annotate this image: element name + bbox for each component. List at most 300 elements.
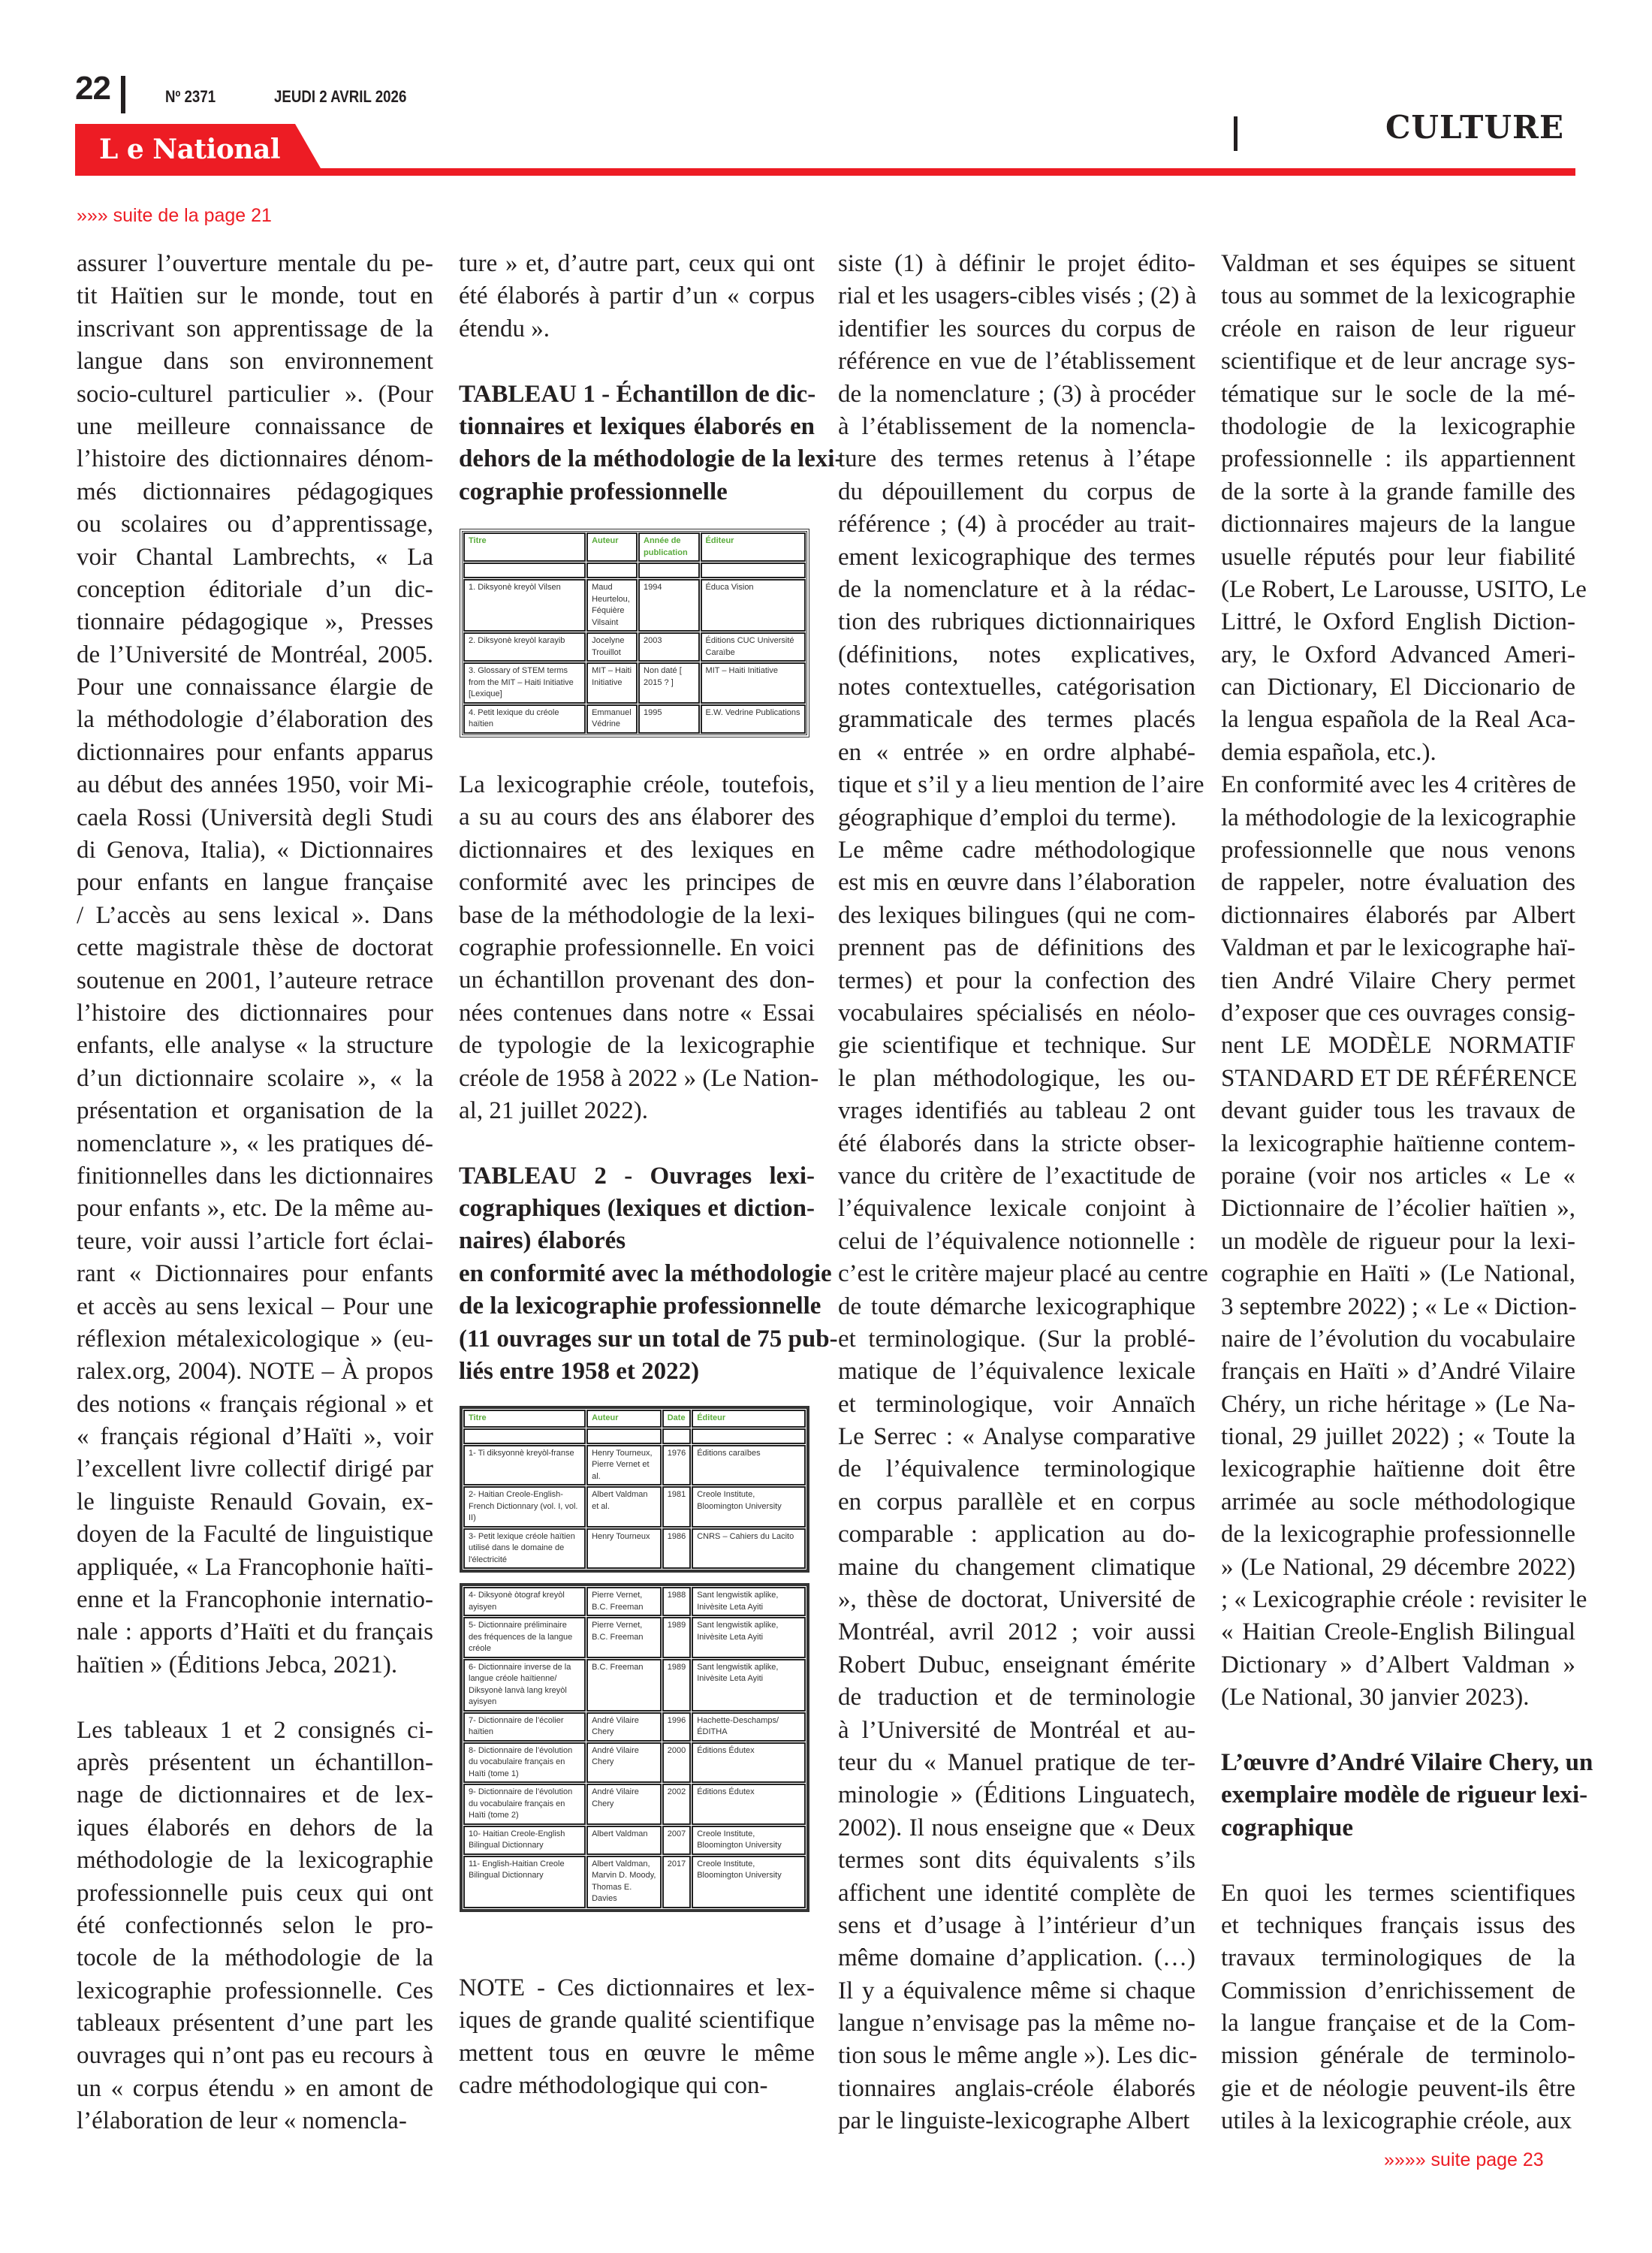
text-line: tableaux présentent d’une part les <box>77 2010 433 2037</box>
text-line: En conformité avec les 4 critères de <box>1221 771 1576 799</box>
text-line: réflexion métalexicologique » (eu- <box>77 1325 433 1353</box>
text-line: minologie » (Éditions Linguatech, <box>838 1781 1195 1809</box>
text-line: de la lexicographie professionnelle <box>459 1292 821 1320</box>
table-cell: 1988 <box>662 1587 691 1616</box>
text-line: matique de l’équivalence lexicale <box>838 1358 1195 1386</box>
column-4-closing <box>1221 1878 1575 2138</box>
table-row <box>463 579 806 632</box>
table-cell: 3. Glossary of STEM terms from the MIT – Haiti Initiative [Lexique] <box>463 662 586 704</box>
table-cell: MIT – Haiti Initiative <box>701 662 806 704</box>
text-line: tit Haïtien sur le monde, tout en <box>77 282 433 310</box>
text-line: / L’accès au sens lexical ». Dans <box>77 901 433 929</box>
brand-logo: L e National <box>99 134 281 165</box>
table2-header-titre: Titre <box>463 1410 586 1428</box>
text-line: Littré, le Oxford English Diction- <box>1221 608 1575 636</box>
continued-to-link[interactable]: »»»» suite page 23 <box>1384 2149 1544 2170</box>
text-line: ; « Lexicographie créole : revisiter le <box>1221 1586 1587 1614</box>
table-row <box>463 1528 806 1570</box>
text-line: appliquée, « La Francophonie haïti- <box>77 1553 433 1581</box>
text-line: Chéry, un riche héritage » (Le Na- <box>1221 1390 1575 1418</box>
text-line: le linguiste Renauld Govain, ex- <box>77 1488 433 1516</box>
table-cell: 1986 <box>662 1528 691 1570</box>
text-line: étendu ». <box>459 315 550 342</box>
text-line: nent LE MODÈLE NORMATIF <box>1221 1032 1575 1060</box>
text-line: dictionnaires et des lexiques en <box>459 836 815 864</box>
text-line: mettent tous en œuvre le même <box>459 2039 815 2067</box>
article-column-3 <box>838 248 1208 2138</box>
text-line: le plan méthodologique, les ou- <box>838 1064 1195 1092</box>
text-line: ralex.org, 2004). NOTE – À propos <box>77 1358 433 1386</box>
text-line: » (Le National, 29 décembre 2022) <box>1221 1553 1575 1581</box>
text-line: de la nomenclature ; (3) à procéder <box>838 380 1195 408</box>
text-line: maine du changement climatique <box>838 1553 1195 1581</box>
text-line: professionnelle que nous venons <box>1221 837 1575 864</box>
text-line: conformité avec les principes de <box>459 869 815 897</box>
table1-header-annee: Année de publication <box>638 532 700 562</box>
issue-date: JEUDI 2 AVRIL 2026 <box>274 87 407 106</box>
text-line: Le même cadre méthodologique <box>838 837 1195 864</box>
text-line: iques de grande qualité scientifique <box>459 2007 815 2034</box>
table-row <box>463 1617 806 1658</box>
text-line: nomenclature », « les pratiques dé- <box>77 1130 433 1157</box>
page-number-divider <box>121 76 125 113</box>
text-line: cographie professionnelle <box>459 478 728 505</box>
text-line: inscrivant son apprentissage de la <box>77 315 433 342</box>
text-line: tion sous le même angle »). Les dic- <box>838 2042 1198 2070</box>
tableau-2-heading <box>459 1160 838 1389</box>
text-line: Pour une connaissance élargie de <box>77 674 433 701</box>
text-line: di Genova, Italia), « Dictionnaires <box>77 837 433 864</box>
text-line: cographie professionnelle. En voici <box>459 933 815 961</box>
table-row <box>463 1784 806 1825</box>
text-line: de typologie de la lexicographie <box>459 1032 815 1060</box>
text-line: Dictionnaire de l’écolier haïtien », <box>1221 1195 1575 1223</box>
text-line: voir Chantal Lambrechts, « La <box>77 543 433 571</box>
table-row <box>463 632 806 662</box>
text-line: la lengua española de la Real Aca- <box>1221 706 1575 734</box>
subheading <box>1221 1747 1593 1844</box>
text-line: des lexiques bilingues (qui ne com- <box>838 901 1195 929</box>
text-line: de la sorte à la grande famille des <box>1221 478 1575 505</box>
table-cell: 2003 <box>638 632 700 662</box>
text-line: notes contextuelles, catégorisation <box>838 674 1195 701</box>
text-line: iques élaborés en dehors de la <box>77 1814 433 1841</box>
column-2-body <box>459 769 819 1127</box>
table-cell: 6- Dictionnaire inverse de la langue créole haïtienne/ Diksyonè lanvà lang kreyòl ayisyen <box>463 1659 586 1712</box>
text-line: enne et la Francophonie internatio- <box>77 1586 433 1614</box>
table-cell: Sant lengwistik aplike, Inivèsite Leta Ayiti <box>692 1659 806 1712</box>
text-line: teure, voir aussi l’article fort éclai- <box>77 1227 433 1255</box>
text-line: « français régional d’Haïti », voir <box>77 1423 433 1451</box>
text-line: de l’Université de Montréal, 2005. <box>77 641 433 668</box>
text-line: socio-culturel particulier ». (Pour <box>77 380 433 408</box>
tableau-2-part-1 <box>460 1406 809 1573</box>
text-line: la lexicographie haïtienne contem- <box>1221 1130 1575 1157</box>
text-line: c’est le critère majeur placé au centre <box>838 1260 1208 1288</box>
text-line: créole de 1958 à 2022 » (Le Nation- <box>459 1064 819 1092</box>
text-line: doyen de la Faculté de linguistique <box>77 1521 433 1549</box>
table-cell: Pierre Vernet, B.C. Freeman <box>586 1587 662 1616</box>
text-line: rial et les usagers-cibles visés ; (2) à <box>838 282 1197 310</box>
table-cell: 8- Dictionnaire de l’évolution du vocabulaire français en Haïti (tome 1) <box>463 1742 586 1784</box>
text-line: assurer l’ouverture mentale du pe- <box>77 250 433 277</box>
text-line: Le Serrec : « Analyse comparative <box>838 1423 1195 1451</box>
text-line: « Haitian Creole-English Bilingual <box>1221 1618 1575 1646</box>
text-line: (Le National, 30 janvier 2023). <box>1221 1684 1530 1712</box>
text-line: en corpus parallèle et en corpus <box>838 1488 1195 1516</box>
table-row <box>463 662 806 704</box>
text-line: et terminologique, voir Annaïch <box>838 1390 1195 1418</box>
text-line: (Le Robert, Le Larousse, USITO, Le <box>1221 575 1587 603</box>
table1-header-auteur: Auteur <box>586 532 638 562</box>
text-line: la méthodologie d’élaboration des <box>77 706 433 734</box>
table-cell: 2000 <box>662 1742 691 1784</box>
text-line: teur du « Manuel pratique de ter- <box>838 1748 1195 1776</box>
text-line: can Dictionary, El Diccionario de <box>1221 674 1575 701</box>
text-line: conception éditoriale d’un dic- <box>77 575 433 603</box>
text-line: et accès au sens lexical – Pour une <box>77 1292 433 1320</box>
continued-from-link[interactable]: »»» suite de la page 21 <box>77 205 272 226</box>
table-cell: 1- Ti diksyonnè kreyòl-franse <box>463 1445 586 1486</box>
text-line: 3 septembre 2022) ; « Le « Diction- <box>1221 1292 1577 1320</box>
text-line: l’histoire des dictionnaires pour <box>77 999 433 1027</box>
text-line: lexicographie haïtienne doit être <box>1221 1455 1575 1483</box>
text-line: cographiques (lexiques et diction- <box>459 1195 815 1223</box>
text-line: créole en raison de leur rigueur <box>1221 315 1575 342</box>
text-line: caela Rossi (Università degli Studi <box>77 804 433 831</box>
text-line: gie et de néologie peuvent-ils être <box>1221 2074 1575 2102</box>
text-line: été élaborés dans la stricte obser- <box>838 1130 1195 1157</box>
text-line: NOTE - Ces dictionnaires et lex- <box>459 1974 815 2001</box>
table-row <box>463 1856 806 1908</box>
text-line: grammaticale des termes placés <box>838 706 1195 734</box>
table-row <box>463 704 806 734</box>
text-line: tocole de la méthodologie de la <box>77 1944 433 1972</box>
table-cell: Éduca Vision <box>701 579 806 632</box>
article-column-4 <box>1221 248 1593 2138</box>
table-cell: Henry Tourneux <box>586 1528 662 1570</box>
table-cell: Creole Institute, Bloomington University <box>692 1826 806 1855</box>
text-line: tous au sommet de la lexicographie <box>1221 282 1575 310</box>
table-cell: Éditions caraïbes <box>692 1445 806 1486</box>
text-line: à l’établissement de la nomencla- <box>838 412 1195 440</box>
text-line: méthodologie de la lexicographie <box>77 1847 433 1874</box>
text-line: professionnelle puis ceux qui ont <box>77 1879 433 1907</box>
table-cell: 1996 <box>662 1712 691 1742</box>
text-line: termes sont dits équivalents s’ils <box>838 1847 1195 1874</box>
text-line: la langue française et de la Com- <box>1221 2010 1575 2037</box>
text-line: naires) élaborés <box>459 1227 626 1255</box>
text-line: l’histoire des dictionnaires dénom- <box>77 445 433 473</box>
table-cell: 4- Diksyonè òtograf kreyòl ayisyen <box>463 1587 586 1616</box>
table-cell: 1989 <box>662 1659 691 1712</box>
text-line: la méthodologie de la lexicographie <box>1221 804 1576 831</box>
text-line: une meilleure connaissance de <box>77 412 433 440</box>
table-cell: 10- Haitian Creole-English Bilingual Dictionnary <box>463 1826 586 1855</box>
table-cell: 1995 <box>638 704 700 734</box>
column-2-note-text <box>459 1972 815 2103</box>
text-line: après présentent un échantillon- <box>77 1748 433 1776</box>
text-line: finitionnelles dans les dictionnaires <box>77 1162 433 1190</box>
table-cell: 2002 <box>662 1784 691 1825</box>
text-line: usuelle réputés pour leur fiabilité <box>1221 543 1575 571</box>
text-line: poraine (voir nos articles « Le « <box>1221 1162 1575 1190</box>
text-line: tionnaires anglais-créole élaborés <box>838 2074 1195 2102</box>
table-row <box>463 1826 806 1855</box>
table-row <box>463 1445 806 1486</box>
table-cell: Maud Heurtelou, Féquière Vilsaint <box>586 579 638 632</box>
text-line: l’élaboration de leur « nomencla- <box>77 2107 407 2135</box>
text-line: même domaine d’application. (…) <box>838 1944 1195 1972</box>
text-line: ture des termes retenus à l’étape <box>838 445 1195 473</box>
text-line: Robert Dubuc, enseignant émérite <box>838 1651 1195 1678</box>
text-line: identifier les sources du corpus de <box>838 315 1195 342</box>
text-line: langue dans son environnement <box>77 348 433 376</box>
table-cell: 5- Dictionnaire préliminaire des fréquences de la langue créole <box>463 1617 586 1658</box>
table-cell: Henry Tourneux, Pierre Vernet et al. <box>586 1445 662 1486</box>
text-line: arrimée au socle méthodologique <box>1221 1488 1575 1516</box>
issue-number: Nº 2371 <box>165 87 216 106</box>
text-line: en conformité avec la méthodologie <box>459 1259 832 1287</box>
table1-header-titre: Titre <box>463 532 586 562</box>
tableau-1-heading <box>459 379 843 509</box>
text-line: sens et d’usage à l’intérieur d’un <box>838 1911 1195 1939</box>
text-line: tionnaires et lexiques élaborés en <box>459 412 815 440</box>
text-line: géographique d’emploi du terme). <box>838 804 1177 831</box>
text-line: présentation et organisation de la <box>77 1097 433 1125</box>
table-cell: 9- Dictionnaire de l’évolution du vocabulaire français en Haïti (tome 2) <box>463 1784 586 1825</box>
text-line: mission générale de terminolo- <box>1221 2042 1575 2070</box>
text-line: référence en vue de l’établissement <box>838 348 1195 376</box>
text-line: exemplaire modèle de rigueur lexi- <box>1221 1781 1588 1809</box>
table-cell: 7- Dictionnaire de l’écolier haïtien <box>463 1712 586 1742</box>
text-line: pour enfants », etc. De la même au- <box>77 1195 433 1223</box>
text-line: ement lexicographique des termes <box>838 543 1195 571</box>
text-line: », thèse de doctorat, Université de <box>838 1586 1195 1614</box>
text-line: d’exposer que ces ouvrages consig- <box>1221 999 1575 1027</box>
table-cell: Éditions Édutex <box>692 1784 806 1825</box>
table-row <box>463 1742 806 1784</box>
text-line: a su au cours des ans élaborer des <box>459 804 815 831</box>
text-line: (11 ouvrages sur un total de 75 pub- <box>459 1325 838 1353</box>
text-line: français en Haïti » d’André Vilaire <box>1221 1358 1575 1386</box>
text-line: tion des rubriques dictionnairiques <box>838 608 1195 636</box>
table-cell: Éditions Édutex <box>692 1742 806 1784</box>
text-line: scientifique et de leur ancrage sys- <box>1221 348 1575 376</box>
text-line: STANDARD ET DE RÉFÉRENCE <box>1221 1064 1578 1092</box>
table-cell: 1981 <box>662 1486 691 1528</box>
table-cell: Creole Institute, Bloomington University <box>692 1486 806 1528</box>
text-line: vocabulaires spécialisés en néolo- <box>838 999 1195 1027</box>
text-line: liés entre 1958 et 2022) <box>459 1358 700 1386</box>
table-cell: 11- English-Haitian Creole Bilingual Dictionnary <box>463 1856 586 1908</box>
table-cell: CNRS – Cahiers du Lacito <box>692 1528 806 1570</box>
text-line: langue n’envisage pas la même no- <box>838 2010 1195 2037</box>
text-line: tionnaire pédagogique », Presses <box>77 608 433 636</box>
table2-header-date: Date <box>662 1410 691 1428</box>
section-title: CULTURE <box>1385 109 1564 146</box>
table1-header-editeur: Éditeur <box>701 532 806 562</box>
table-cell: Non daté [ 2015 ? ] <box>638 662 700 704</box>
text-line: La lexicographie créole, toutefois, <box>459 771 815 798</box>
text-line: gie scientifique et technique. Sur <box>838 1032 1195 1060</box>
text-line: termes) et pour la confection des <box>838 967 1195 994</box>
text-line: demia española, etc.). <box>1221 738 1436 766</box>
table-cell: 2017 <box>662 1856 691 1908</box>
text-line: nées contenues dans notre « Essai <box>459 999 815 1027</box>
table-cell: 1994 <box>638 579 700 632</box>
column-4-body <box>1221 248 1587 1715</box>
table-cell: André Vilaire Chery <box>586 1742 662 1784</box>
text-line: de l’équivalence terminologique <box>838 1455 1195 1483</box>
table-cell: 1. Diksyonè kreyòl Vilsen <box>463 579 586 632</box>
text-line: més dictionnaires pédagogiques <box>77 478 433 505</box>
text-line: dictionnaires majeurs de la langue <box>1221 511 1575 538</box>
text-line: un échantillon provenant des don- <box>459 967 815 994</box>
table-cell: MIT – Haiti Initiative <box>586 662 638 704</box>
table-cell: Creole Institute, Bloomington University <box>692 1856 806 1908</box>
text-line: 2002). Il nous enseigne que « Deux <box>838 1814 1195 1841</box>
table-row <box>463 1659 806 1712</box>
table-row <box>463 1486 806 1528</box>
table-cell: Sant lengwistik aplike, Inivèsite Leta Ayiti <box>692 1617 806 1658</box>
text-line: cographie en Haïti » (Le National, <box>1221 1260 1575 1288</box>
text-line: Valdman et par le lexicographe haï- <box>1221 934 1575 962</box>
text-line: thodologie de la lexicographie <box>1221 412 1575 440</box>
text-line: al, 21 juillet 2022). <box>459 1096 649 1124</box>
text-line: celui de l’équivalence notionnelle : <box>838 1227 1195 1255</box>
table-cell: 1989 <box>662 1617 691 1658</box>
table-cell: 2- Haitian Creole-English-French Dictionnary (vol. I, vol. II) <box>463 1486 586 1528</box>
tableau-2-part-2 <box>460 1583 809 1912</box>
text-line: cadre méthodologique qui con- <box>459 2072 768 2100</box>
text-line: comparable : application au do- <box>838 1521 1195 1549</box>
text-line: Commission d’enrichissement de <box>1221 1977 1575 2004</box>
section-divider <box>1234 116 1237 151</box>
table-cell: André Vilaire Chery <box>586 1712 662 1742</box>
text-line: rant « Dictionnaires pour enfants <box>77 1260 433 1288</box>
text-line: affichent une identité complète de <box>838 1879 1195 1907</box>
text-line: l’excellent livre collectif dirigé par <box>77 1455 433 1483</box>
text-line: soutenue en 2001, l’auteure retrace <box>77 967 433 994</box>
text-line: de la nomenclature et à la rédac- <box>838 575 1195 603</box>
text-line: (définitions, notes explicatives, <box>838 641 1195 668</box>
text-line: de toute démarche lexicographique <box>838 1292 1195 1320</box>
table-cell: Jocelyne Trouillot <box>586 632 638 662</box>
text-line: haïtien » (Éditions Jebca, 2021). <box>77 1651 398 1678</box>
table2-header-auteur: Auteur <box>586 1410 662 1428</box>
text-line: cographique <box>1221 1814 1354 1841</box>
column-2-middle <box>459 769 838 1388</box>
text-line: vrages identifiés au tableau 2 ont <box>838 1097 1195 1125</box>
text-line: professionnelle : ils appartiennent <box>1221 445 1575 473</box>
table-cell: 2. Diksyonè kreyòl karayib <box>463 632 586 662</box>
text-line: nage de dictionnaires et de lex- <box>77 1781 433 1809</box>
text-line: Valdman et ses équipes se situent <box>1221 250 1575 277</box>
table2-header-editeur: Éditeur <box>692 1410 806 1428</box>
text-line: L’œuvre d’André Vilaire Chery, un <box>1221 1748 1593 1776</box>
article-column-2 <box>459 248 843 508</box>
text-line: dictionnaires pour enfants apparus <box>77 738 433 766</box>
text-line: lexicographie professionnelle. Ces <box>77 1977 433 2004</box>
text-line: un « corpus étendu » en amont de <box>77 2074 433 2102</box>
text-line: prennent pas de définitions des <box>838 934 1195 962</box>
table-cell: 1976 <box>662 1445 691 1486</box>
paragraph-break <box>77 1681 433 1714</box>
table-cell: Albert Valdman <box>586 1826 662 1855</box>
text-line: tique et s’il y a lieu mention de l’aire <box>838 771 1204 799</box>
text-line: l’équivalence lexicale conjoint à <box>838 1195 1195 1223</box>
text-line: référence ; (4) à procéder au trait- <box>838 511 1195 538</box>
text-line: Il y a équivalence même si chaque <box>838 1977 1195 2004</box>
table-cell: E.W. Vedrine Publications <box>701 704 806 734</box>
text-line: été confectionnés selon le pro- <box>77 1911 433 1939</box>
text-line: enfants, elle analyse « la structure <box>77 1032 433 1060</box>
text-line: Dictionary » d’Albert Valdman » <box>1221 1651 1575 1678</box>
text-line: En quoi les termes scientifiques <box>1221 1879 1575 1907</box>
text-line: Montréal, avril 2012 ; voir aussi <box>838 1618 1195 1646</box>
text-line: nale : apports d’Haïti et du français <box>77 1618 433 1646</box>
text-line: ouvrages qui n’ont pas eu recours à <box>77 2042 433 2070</box>
table-cell: 3- Petit lexique créole haïtien utilisé dans le domaine de l'électricité <box>463 1528 586 1570</box>
text-line: été élaborés à partir d’un « corpus <box>459 282 815 310</box>
text-line: tématique sur le socle de la mé- <box>1221 380 1575 408</box>
text-line: siste (1) à définir le projet édito- <box>838 250 1195 277</box>
text-line: de traduction et de terminologie <box>838 1684 1195 1712</box>
text-line: travaux terminologiques de la <box>1221 1944 1575 1972</box>
table-row <box>463 1712 806 1742</box>
text-line: base de la méthodologie de la lexi- <box>459 901 815 929</box>
text-line: ture » et, d’autre part, ceux qui ont <box>459 250 815 277</box>
table-cell: André Vilaire Chery <box>586 1784 662 1825</box>
text-line: TABLEAU 2 - Ouvrages lexi- <box>459 1162 815 1190</box>
text-line: cette magistrale thèse de doctorat <box>77 934 433 962</box>
text-line: à l’Université de Montréal et au- <box>838 1716 1195 1744</box>
table-cell: Emmanuel Védrine <box>586 704 638 734</box>
text-line: ou scolaires ou d’apprentissage, <box>77 511 433 538</box>
text-line: vance du critère de l’exactitude de <box>838 1162 1195 1190</box>
table-cell: Éditions CUC Université Caraïbe <box>701 632 806 662</box>
text-line: et techniques français issus des <box>1221 1911 1575 1939</box>
text-line: tien André Vilaire Chery permet <box>1221 967 1575 994</box>
column-2-intro <box>459 248 815 345</box>
text-line: tional, 29 juillet 2022) ; « Toute la <box>1221 1423 1575 1451</box>
tableau-1 <box>460 529 809 737</box>
text-line: Les tableaux 1 et 2 consignés ci- <box>77 1716 433 1744</box>
text-line: au début des années 1950, voir Mi- <box>77 771 433 799</box>
text-line: par le linguiste-lexicographe Albert <box>838 2107 1190 2135</box>
text-line: et terminologique. (Sur la problé- <box>838 1325 1195 1353</box>
page-number: 22 <box>75 70 110 107</box>
header-rule <box>75 168 1575 176</box>
text-line: ary, le Oxford Advanced Ameri- <box>1221 641 1575 668</box>
text-line: de rappeler, notre évaluation des <box>1221 869 1575 897</box>
text-line: des notions « français régional » et <box>77 1390 433 1418</box>
text-line: TABLEAU 1 - Échantillon de dic- <box>459 380 816 408</box>
text-line: en « entrée » en ordre alphabé- <box>838 738 1195 766</box>
text-line: est mis en œuvre dans l’élaboration <box>838 869 1195 897</box>
table-cell: 4. Petit lexique du créole haïtien <box>463 704 586 734</box>
table-row <box>463 1587 806 1616</box>
text-line: du dépouillement du corpus de <box>838 478 1195 505</box>
table-cell: 2007 <box>662 1826 691 1855</box>
text-line: pour enfants en langue française <box>77 869 433 897</box>
text-line: utiles à la lexicographie créole, aux <box>1221 2107 1572 2135</box>
text-line: d’un dictionnaire scolaire », « la <box>77 1064 433 1092</box>
table-cell: Hachette-Deschamps/ÉDITHA <box>692 1712 806 1742</box>
table-cell: Albert Valdman et al. <box>586 1486 662 1528</box>
text-line: dehors de la méthodologie de la lexi- <box>459 445 843 473</box>
